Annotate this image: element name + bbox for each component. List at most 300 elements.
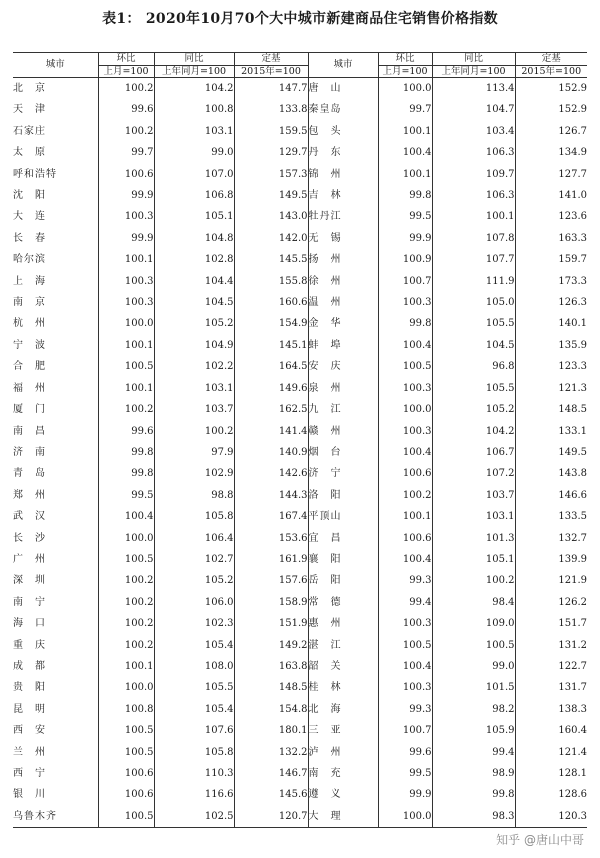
yoy-value: 102.8 bbox=[154, 249, 234, 270]
city-name: 贵 阳 bbox=[13, 682, 46, 694]
city-name: 宜 昌 bbox=[308, 528, 378, 549]
table-row bbox=[13, 613, 587, 634]
city-name: 常 德 bbox=[308, 592, 378, 613]
yoy-value: 103.1 bbox=[154, 121, 234, 142]
mom-value: 100.4 bbox=[378, 549, 432, 570]
city-name: 南 宁 bbox=[13, 596, 46, 608]
mom-value: 100.3 bbox=[378, 421, 432, 442]
table-row bbox=[13, 784, 587, 805]
base-value: 148.5 bbox=[515, 399, 587, 420]
mom-value: 100.0 bbox=[378, 78, 432, 100]
mom-value: 99.8 bbox=[378, 185, 432, 206]
yoy-value: 102.9 bbox=[154, 463, 234, 484]
base-value: 128.1 bbox=[515, 763, 587, 784]
base-value: 120.7 bbox=[234, 806, 308, 828]
base-value: 158.9 bbox=[234, 592, 308, 613]
base-value: 154.9 bbox=[234, 313, 308, 334]
watermark: 知乎 @唐山中哥 bbox=[496, 833, 584, 847]
city-name: 哈尔滨 bbox=[13, 254, 46, 266]
base-value: 157.6 bbox=[234, 570, 308, 591]
city-name: 长 春 bbox=[13, 232, 46, 244]
yoy-value: 109.0 bbox=[432, 613, 515, 634]
yoy-value: 102.5 bbox=[154, 806, 234, 828]
base-value: 126.3 bbox=[515, 292, 587, 313]
base-value: 149.5 bbox=[515, 442, 587, 463]
table-row bbox=[13, 528, 587, 549]
table-row bbox=[13, 142, 587, 163]
yoy-value: 108.0 bbox=[154, 656, 234, 677]
table-row bbox=[13, 763, 587, 784]
base-value: 159.5 bbox=[234, 121, 308, 142]
header-yoy: 同比 bbox=[154, 53, 234, 66]
mom-value: 99.3 bbox=[378, 699, 432, 720]
yoy-value: 104.4 bbox=[154, 271, 234, 292]
header-base-sub: 2015年=100 bbox=[234, 65, 308, 78]
city-name: 重 庆 bbox=[13, 639, 46, 651]
city-name: 深 圳 bbox=[13, 575, 46, 587]
table-row bbox=[13, 399, 587, 420]
city-name: 洛 阳 bbox=[308, 485, 378, 506]
mom-value: 99.6 bbox=[98, 99, 154, 120]
city-name: 南 充 bbox=[308, 763, 378, 784]
base-value: 146.7 bbox=[234, 763, 308, 784]
yoy-value: 105.5 bbox=[432, 378, 515, 399]
header-yoy-sub: 上年同月=100 bbox=[432, 65, 515, 78]
city-name: 上 海 bbox=[13, 275, 46, 287]
yoy-value: 98.8 bbox=[154, 485, 234, 506]
mom-value: 100.5 bbox=[378, 356, 432, 377]
mom-value: 100.1 bbox=[98, 249, 154, 270]
base-value: 163.3 bbox=[515, 228, 587, 249]
base-value: 131.7 bbox=[515, 677, 587, 698]
base-value: 131.2 bbox=[515, 635, 587, 656]
city-name: 安 庆 bbox=[308, 356, 378, 377]
mom-value: 100.2 bbox=[98, 121, 154, 142]
yoy-value: 109.7 bbox=[432, 164, 515, 185]
mom-value: 100.5 bbox=[98, 720, 154, 741]
yoy-value: 98.3 bbox=[432, 806, 515, 828]
city-name: 成 都 bbox=[13, 660, 46, 672]
city-name: 唐 山 bbox=[308, 78, 378, 100]
base-value: 162.5 bbox=[234, 399, 308, 420]
city-name: 天 津 bbox=[13, 104, 46, 116]
base-value: 142.0 bbox=[234, 228, 308, 249]
base-value: 126.7 bbox=[515, 121, 587, 142]
mom-value: 100.9 bbox=[378, 249, 432, 270]
yoy-value: 110.3 bbox=[154, 763, 234, 784]
yoy-value: 113.4 bbox=[432, 78, 515, 100]
yoy-value: 111.9 bbox=[432, 271, 515, 292]
base-value: 121.4 bbox=[515, 742, 587, 763]
city-name: 大 理 bbox=[308, 806, 378, 828]
mom-value: 100.8 bbox=[98, 699, 154, 720]
mom-value: 99.5 bbox=[378, 763, 432, 784]
mom-value: 99.7 bbox=[378, 99, 432, 120]
yoy-value: 105.0 bbox=[432, 292, 515, 313]
base-value: 141.0 bbox=[515, 185, 587, 206]
mom-value: 100.4 bbox=[378, 656, 432, 677]
yoy-value: 107.2 bbox=[432, 463, 515, 484]
mom-value: 100.6 bbox=[378, 463, 432, 484]
yoy-value: 102.2 bbox=[154, 356, 234, 377]
yoy-value: 106.4 bbox=[154, 528, 234, 549]
mom-value: 100.5 bbox=[98, 806, 154, 828]
table-row bbox=[13, 421, 587, 442]
yoy-value: 103.4 bbox=[432, 121, 515, 142]
city-name: 郑 州 bbox=[13, 489, 46, 501]
yoy-value: 106.3 bbox=[432, 185, 515, 206]
base-value: 139.9 bbox=[515, 549, 587, 570]
yoy-value: 100.5 bbox=[432, 635, 515, 656]
mom-value: 100.6 bbox=[98, 164, 154, 185]
yoy-value: 99.0 bbox=[154, 142, 234, 163]
mom-value: 100.4 bbox=[378, 142, 432, 163]
table-row bbox=[13, 78, 587, 100]
base-value: 155.8 bbox=[234, 271, 308, 292]
base-value: 163.8 bbox=[234, 656, 308, 677]
base-value: 145.6 bbox=[234, 784, 308, 805]
mom-value: 100.6 bbox=[98, 784, 154, 805]
yoy-value: 106.3 bbox=[432, 142, 515, 163]
city-name: 杭 州 bbox=[13, 318, 46, 330]
city-name: 济 宁 bbox=[308, 463, 378, 484]
city-name: 厦 门 bbox=[13, 404, 46, 416]
mom-value: 100.1 bbox=[378, 121, 432, 142]
city-name: 岳 阳 bbox=[308, 570, 378, 591]
yoy-value: 100.8 bbox=[154, 99, 234, 120]
base-value: 142.6 bbox=[234, 463, 308, 484]
mom-value: 99.9 bbox=[98, 185, 154, 206]
base-value: 132.7 bbox=[515, 528, 587, 549]
mom-value: 99.4 bbox=[378, 592, 432, 613]
base-value: 141.4 bbox=[234, 421, 308, 442]
mom-value: 99.8 bbox=[98, 463, 154, 484]
city-name: 包 头 bbox=[308, 121, 378, 142]
mom-value: 100.3 bbox=[378, 378, 432, 399]
city-name: 襄 阳 bbox=[308, 549, 378, 570]
yoy-value: 104.2 bbox=[432, 421, 515, 442]
base-value: 164.5 bbox=[234, 356, 308, 377]
city-name: 乌鲁木齐 bbox=[13, 806, 98, 828]
yoy-value: 97.9 bbox=[154, 442, 234, 463]
mom-value: 100.2 bbox=[378, 485, 432, 506]
yoy-value: 98.4 bbox=[432, 592, 515, 613]
yoy-value: 107.8 bbox=[432, 228, 515, 249]
yoy-value: 104.8 bbox=[154, 228, 234, 249]
city-name: 遵 义 bbox=[308, 784, 378, 805]
base-value: 147.7 bbox=[234, 78, 308, 100]
city-name: 泸 州 bbox=[308, 742, 378, 763]
base-value: 123.3 bbox=[515, 356, 587, 377]
city-name: 韶 关 bbox=[308, 656, 378, 677]
yoy-value: 102.7 bbox=[154, 549, 234, 570]
city-name: 昆 明 bbox=[13, 703, 46, 715]
city-name: 蚌 埠 bbox=[308, 335, 378, 356]
yoy-value: 116.6 bbox=[154, 784, 234, 805]
city-name: 南 京 bbox=[13, 297, 46, 309]
yoy-value: 104.9 bbox=[154, 335, 234, 356]
table-row bbox=[13, 656, 587, 677]
base-value: 140.9 bbox=[234, 442, 308, 463]
mom-value: 100.1 bbox=[98, 335, 154, 356]
header-yoy: 同比 bbox=[432, 53, 515, 66]
base-value: 151.9 bbox=[234, 613, 308, 634]
city-name: 九 江 bbox=[308, 399, 378, 420]
yoy-value: 105.2 bbox=[154, 570, 234, 591]
yoy-value: 106.0 bbox=[154, 592, 234, 613]
mom-value: 100.2 bbox=[98, 635, 154, 656]
header-mom-sub: 上月=100 bbox=[378, 65, 432, 78]
mom-value: 100.4 bbox=[98, 506, 154, 527]
mom-value: 99.3 bbox=[378, 570, 432, 591]
base-value: 152.9 bbox=[515, 99, 587, 120]
mom-value: 100.3 bbox=[378, 677, 432, 698]
city-name: 牡丹江 bbox=[308, 206, 378, 227]
base-value: 157.3 bbox=[234, 164, 308, 185]
table-row bbox=[13, 292, 587, 313]
base-value: 149.6 bbox=[234, 378, 308, 399]
yoy-value: 101.3 bbox=[432, 528, 515, 549]
table-row bbox=[13, 677, 587, 698]
header-yoy-sub: 上年同月=100 bbox=[154, 65, 234, 78]
mom-value: 99.9 bbox=[378, 784, 432, 805]
city-name: 桂 林 bbox=[308, 677, 378, 698]
yoy-value: 104.5 bbox=[432, 335, 515, 356]
city-name: 惠 州 bbox=[308, 613, 378, 634]
base-value: 120.3 bbox=[515, 806, 587, 828]
city-name: 湛 江 bbox=[308, 635, 378, 656]
yoy-value: 102.3 bbox=[154, 613, 234, 634]
mom-value: 100.6 bbox=[98, 763, 154, 784]
base-value: 121.9 bbox=[515, 570, 587, 591]
mom-value: 99.9 bbox=[98, 228, 154, 249]
header-mom-sub: 上月=100 bbox=[98, 65, 154, 78]
table-row bbox=[13, 228, 587, 249]
base-value: 149.2 bbox=[234, 635, 308, 656]
base-value: 160.6 bbox=[234, 292, 308, 313]
city-name: 赣 州 bbox=[308, 421, 378, 442]
base-value: 148.5 bbox=[234, 677, 308, 698]
mom-value: 99.6 bbox=[378, 742, 432, 763]
yoy-value: 100.2 bbox=[154, 421, 234, 442]
yoy-value: 105.9 bbox=[432, 720, 515, 741]
table-row bbox=[13, 592, 587, 613]
base-value: 151.7 bbox=[515, 613, 587, 634]
yoy-value: 99.8 bbox=[432, 784, 515, 805]
table-row bbox=[13, 378, 587, 399]
table-row bbox=[13, 313, 587, 334]
mom-value: 100.6 bbox=[378, 528, 432, 549]
yoy-value: 98.2 bbox=[432, 699, 515, 720]
base-value: 143.8 bbox=[515, 463, 587, 484]
city-name: 南 昌 bbox=[13, 425, 46, 437]
base-value: 160.4 bbox=[515, 720, 587, 741]
mom-value: 99.6 bbox=[98, 421, 154, 442]
table-row bbox=[13, 164, 587, 185]
yoy-value: 105.4 bbox=[154, 699, 234, 720]
city-name: 北 京 bbox=[13, 83, 46, 94]
table-row bbox=[13, 335, 587, 356]
header-row-sub bbox=[13, 65, 587, 78]
mom-value: 100.0 bbox=[98, 677, 154, 698]
city-name: 吉 林 bbox=[308, 185, 378, 206]
mom-value: 100.4 bbox=[378, 442, 432, 463]
city-name: 广 州 bbox=[13, 553, 46, 565]
yoy-value: 104.5 bbox=[154, 292, 234, 313]
base-value: 133.8 bbox=[234, 99, 308, 120]
city-name: 徐 州 bbox=[308, 271, 378, 292]
base-value: 122.7 bbox=[515, 656, 587, 677]
base-value: 144.3 bbox=[234, 485, 308, 506]
city-name: 三 亚 bbox=[308, 720, 378, 741]
city-name: 海 口 bbox=[13, 618, 46, 630]
base-value: 128.6 bbox=[515, 784, 587, 805]
base-value: 180.1 bbox=[234, 720, 308, 741]
yoy-value: 105.1 bbox=[432, 549, 515, 570]
city-name: 西 安 bbox=[13, 725, 46, 737]
city-name: 秦皇岛 bbox=[308, 99, 378, 120]
yoy-value: 107.7 bbox=[432, 249, 515, 270]
mom-value: 99.9 bbox=[378, 228, 432, 249]
table-row bbox=[13, 549, 587, 570]
header-city: 城市 bbox=[308, 53, 378, 78]
mom-value: 100.0 bbox=[378, 806, 432, 828]
mom-value: 99.5 bbox=[378, 206, 432, 227]
city-name: 平顶山 bbox=[308, 506, 378, 527]
city-name: 无 锡 bbox=[308, 228, 378, 249]
yoy-value: 100.2 bbox=[432, 570, 515, 591]
base-value: 154.8 bbox=[234, 699, 308, 720]
table-row bbox=[13, 485, 587, 506]
mom-value: 100.2 bbox=[98, 78, 154, 100]
table-title: 表1： 2020年10月70个大中城市新建商品住宅销售价格指数 bbox=[102, 11, 498, 27]
mom-value: 100.2 bbox=[98, 570, 154, 591]
yoy-value: 99.4 bbox=[432, 742, 515, 763]
mom-value: 100.3 bbox=[98, 271, 154, 292]
yoy-value: 103.7 bbox=[432, 485, 515, 506]
mom-value: 99.7 bbox=[98, 142, 154, 163]
yoy-value: 107.0 bbox=[154, 164, 234, 185]
base-value: 145.1 bbox=[234, 335, 308, 356]
city-name: 兰 州 bbox=[13, 746, 46, 758]
base-value: 143.0 bbox=[234, 206, 308, 227]
base-value: 127.7 bbox=[515, 164, 587, 185]
mom-value: 100.7 bbox=[378, 720, 432, 741]
city-name: 温 州 bbox=[308, 292, 378, 313]
base-value: 146.6 bbox=[515, 485, 587, 506]
base-value: 121.3 bbox=[515, 378, 587, 399]
header-base: 定基 bbox=[234, 53, 308, 66]
mom-value: 99.8 bbox=[378, 313, 432, 334]
table-row bbox=[13, 99, 587, 120]
mom-value: 100.1 bbox=[378, 164, 432, 185]
city-name: 石家庄 bbox=[13, 125, 46, 137]
mom-value: 100.3 bbox=[98, 292, 154, 313]
city-name: 济 南 bbox=[13, 446, 46, 458]
table-row bbox=[13, 720, 587, 741]
city-name: 宁 波 bbox=[13, 339, 46, 351]
base-value: 126.2 bbox=[515, 592, 587, 613]
city-name: 长 沙 bbox=[13, 532, 46, 544]
table-row bbox=[13, 356, 587, 377]
city-name: 银 川 bbox=[13, 789, 46, 801]
yoy-value: 105.1 bbox=[154, 206, 234, 227]
table-row bbox=[13, 271, 587, 292]
table-row bbox=[13, 806, 587, 828]
base-value: 145.5 bbox=[234, 249, 308, 270]
city-name: 泉 州 bbox=[308, 378, 378, 399]
city-name: 锦 州 bbox=[308, 164, 378, 185]
table-row bbox=[13, 185, 587, 206]
table-row bbox=[13, 463, 587, 484]
mom-value: 100.5 bbox=[98, 356, 154, 377]
mom-value: 100.3 bbox=[378, 613, 432, 634]
yoy-value: 103.1 bbox=[432, 506, 515, 527]
header-row-top bbox=[13, 53, 587, 66]
yoy-value: 105.4 bbox=[154, 635, 234, 656]
yoy-value: 98.9 bbox=[432, 763, 515, 784]
city-name: 青 岛 bbox=[13, 468, 46, 480]
yoy-value: 101.5 bbox=[432, 677, 515, 698]
table-row bbox=[13, 570, 587, 591]
yoy-value: 96.8 bbox=[432, 356, 515, 377]
header-base-sub: 2015年=100 bbox=[515, 65, 587, 78]
base-value: 149.5 bbox=[234, 185, 308, 206]
mom-value: 100.2 bbox=[98, 613, 154, 634]
yoy-value: 105.8 bbox=[154, 506, 234, 527]
city-name: 烟 台 bbox=[308, 442, 378, 463]
table-row bbox=[13, 699, 587, 720]
yoy-value: 100.1 bbox=[432, 206, 515, 227]
base-value: 134.9 bbox=[515, 142, 587, 163]
base-value: 159.7 bbox=[515, 249, 587, 270]
table-row bbox=[13, 635, 587, 656]
city-name: 沈 阳 bbox=[13, 190, 46, 202]
yoy-value: 105.2 bbox=[432, 399, 515, 420]
city-name: 武 汉 bbox=[13, 511, 46, 523]
base-value: 140.1 bbox=[515, 313, 587, 334]
mom-value: 100.4 bbox=[378, 335, 432, 356]
price-index-table bbox=[13, 52, 587, 828]
table-row bbox=[13, 206, 587, 227]
yoy-value: 105.2 bbox=[154, 313, 234, 334]
base-value: 129.7 bbox=[234, 142, 308, 163]
mom-value: 100.1 bbox=[98, 656, 154, 677]
yoy-value: 99.0 bbox=[432, 656, 515, 677]
base-value: 173.3 bbox=[515, 271, 587, 292]
table-row bbox=[13, 442, 587, 463]
city-name: 西 宁 bbox=[13, 768, 46, 779]
mom-value: 100.5 bbox=[98, 742, 154, 763]
base-value: 167.4 bbox=[234, 506, 308, 527]
mom-value: 100.5 bbox=[378, 635, 432, 656]
mom-value: 100.0 bbox=[378, 399, 432, 420]
base-value: 133.1 bbox=[515, 421, 587, 442]
mom-value: 99.8 bbox=[98, 442, 154, 463]
header-city: 城市 bbox=[13, 53, 98, 78]
mom-value: 100.5 bbox=[98, 549, 154, 570]
city-name: 丹 东 bbox=[308, 142, 378, 163]
base-value: 138.3 bbox=[515, 699, 587, 720]
table-row bbox=[13, 506, 587, 527]
city-name: 福 州 bbox=[13, 382, 46, 394]
yoy-value: 105.8 bbox=[154, 742, 234, 763]
city-name: 呼和浩特 bbox=[13, 168, 57, 180]
yoy-value: 104.2 bbox=[154, 78, 234, 100]
base-value: 153.6 bbox=[234, 528, 308, 549]
city-name: 大 连 bbox=[13, 211, 46, 223]
yoy-value: 105.5 bbox=[154, 677, 234, 698]
